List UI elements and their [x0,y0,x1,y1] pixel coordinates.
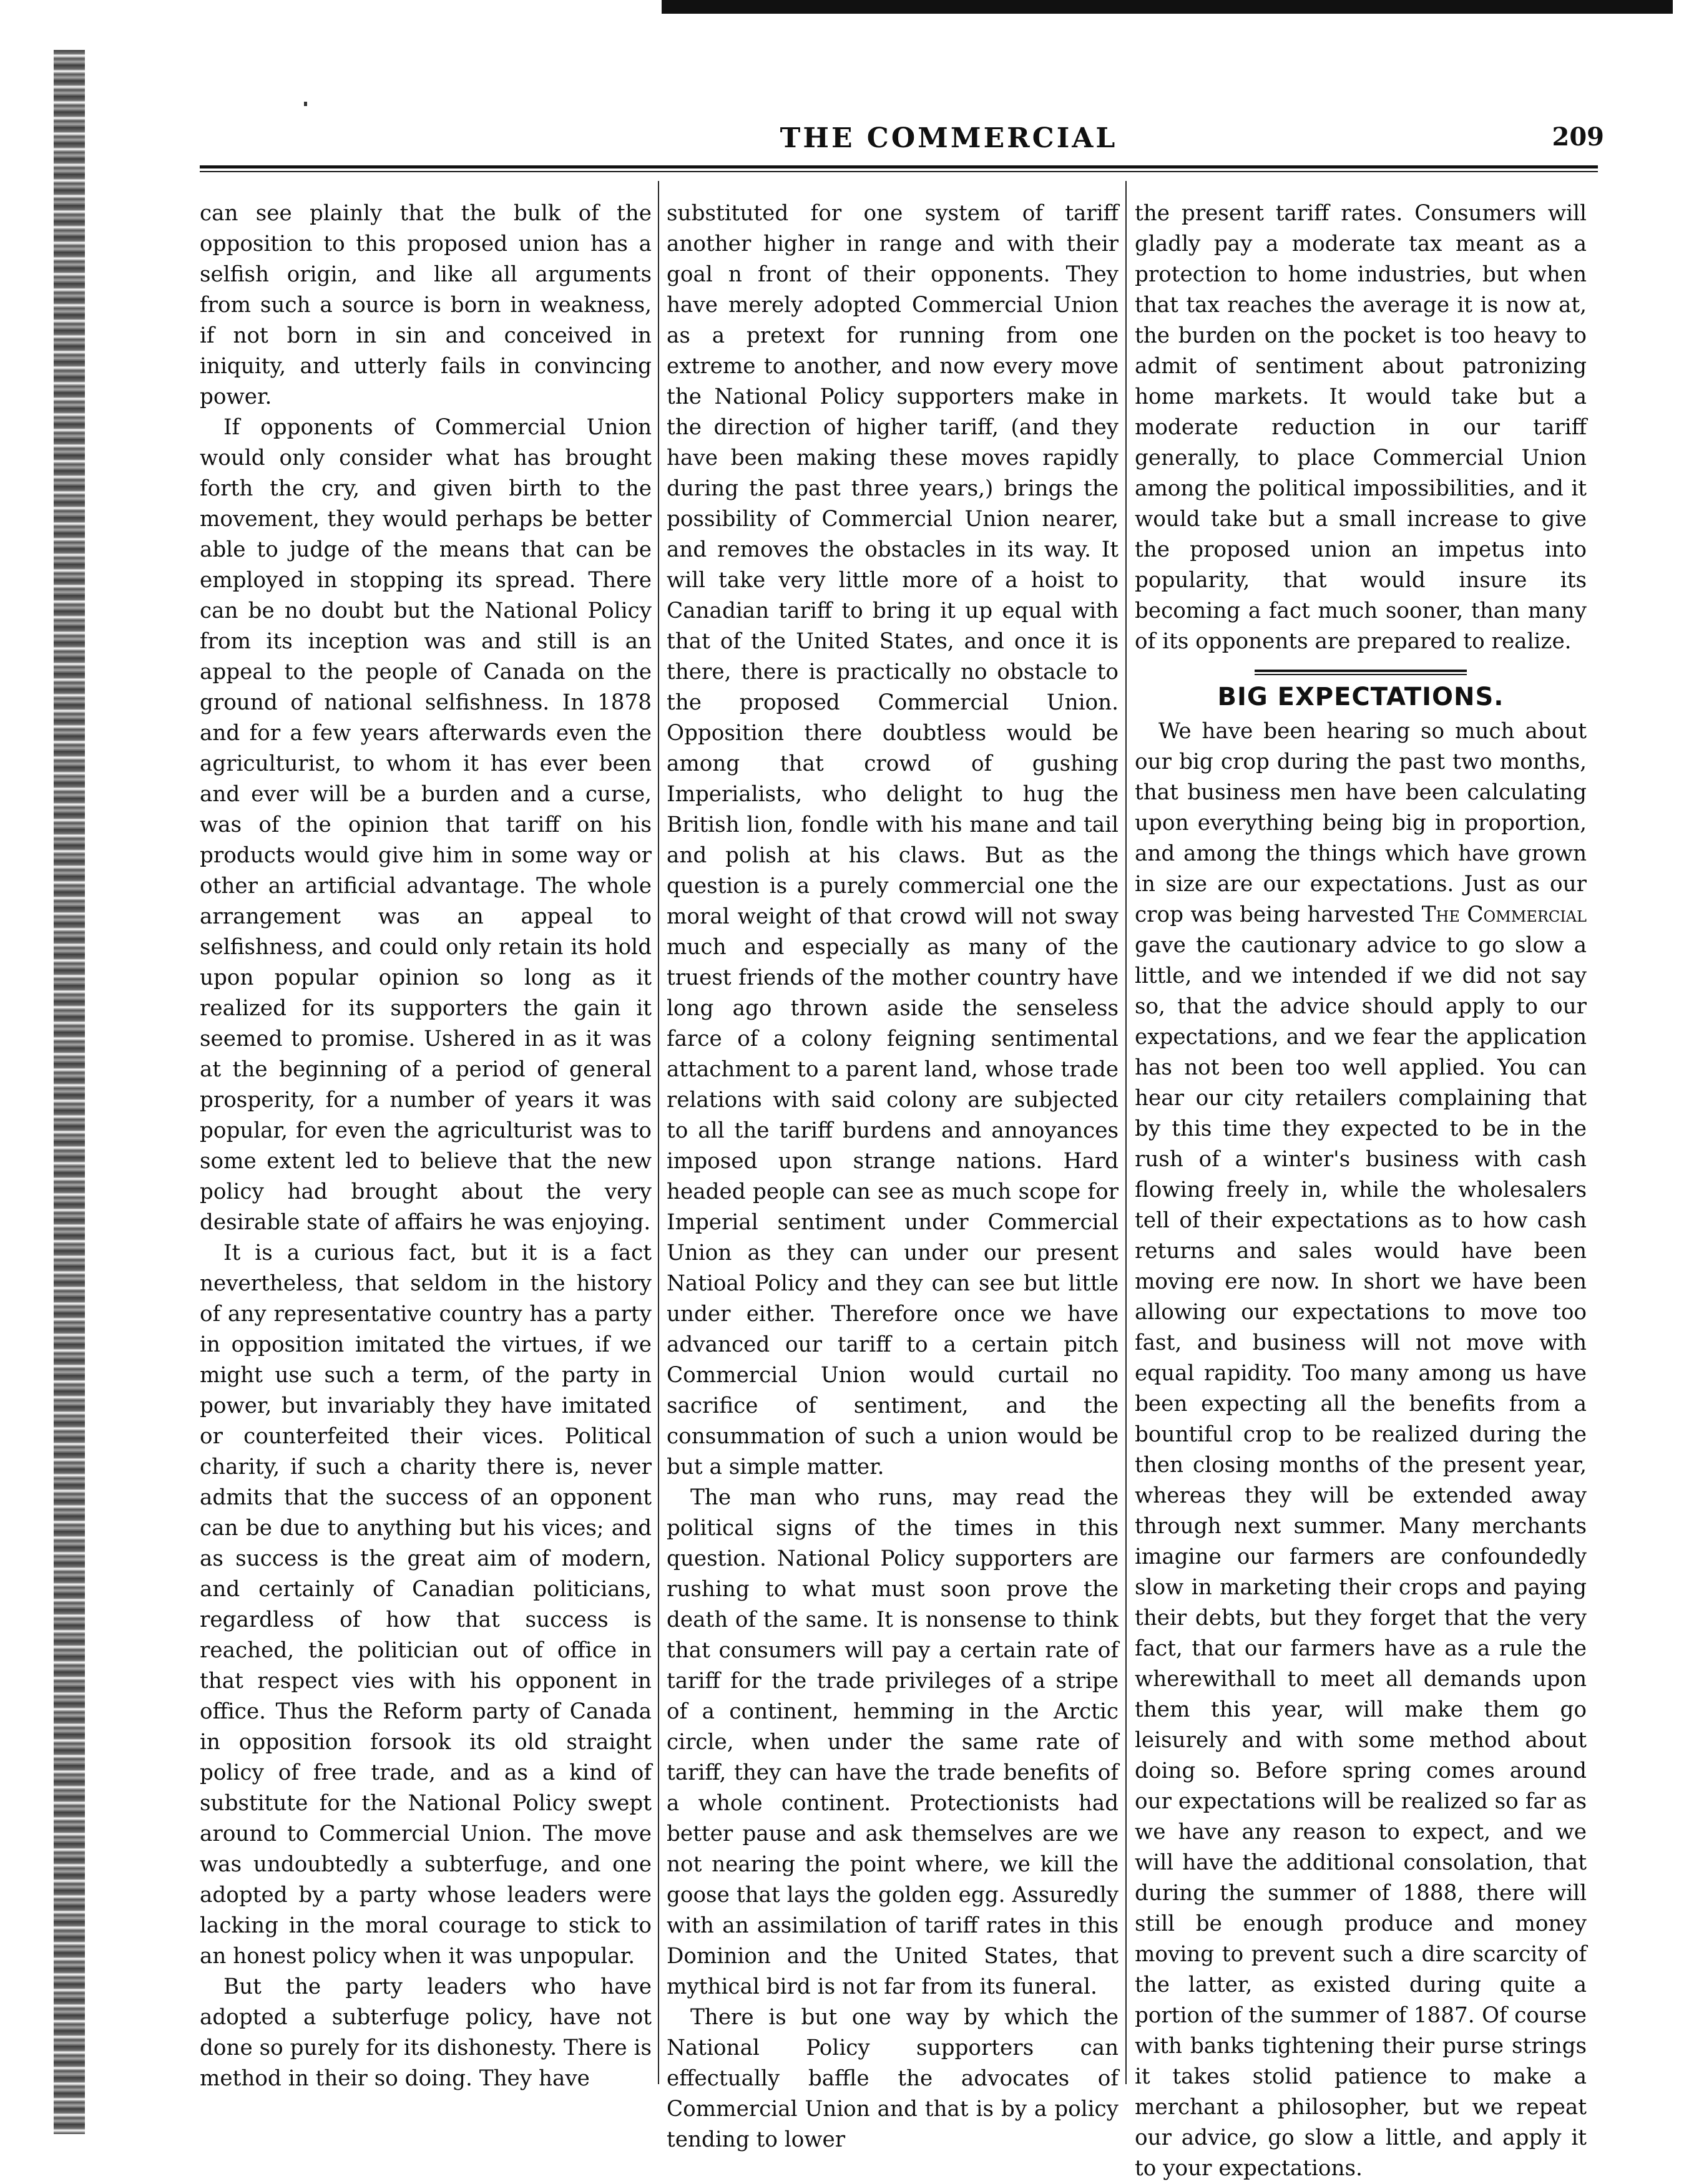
column-3 [1135,198,1587,2184]
page-header [200,122,1604,160]
paragraph: The man who runs, may read the political signs of the times in this question. National Policy supporters are rushing to what must soon prove the death of the same. It is nonsense to think that consumers will pay a certain rate of tariff for the trade privileges of a stripe of a continent, hemming in the Arctic circle, when under the same rate of tariff, they can have the trade benefits of a whole continent. Protectionists had better pause and ask themselves are we not nearing the point where, we kill the goose that lays the golden egg. Assuredly with an assimilation of tariff rates in this Dominion and the United States, that mythical bird is not far from its funeral. [667,1485,1119,1999]
binding-edge [54,50,85,2134]
publication-name: The Commercial [1421,902,1587,927]
column-divider-1 [658,181,659,2084]
paragraph: substituted for one system of tariff another higher in range and with their goal n front of their opponents. They have merely adopted Commercial Union as a pretext for running from one extreme to another, and now every move the National Policy supporters make in the direction of higher tariff, (and they have been making these moves rapidly during the past three years,) brings the possibility of Commercial Union nearer, and removes the obstacles in its way. It will take very little more of a hoist to Canadian tariff to bring it up equal with that of the United States, and once it is there, there is practically no obstacle to the proposed Commercial Union. Opposition there doubtless would be among that crowd of gushing Imperialists, who delight to hug the British lion, fondle with his mane and tail and polish at his claws. But as the question is a purely commercial one the moral weight of that crowd will not sway much and especially as many of the truest friends of the mother country have long ago thrown aside the senseless farce of a colony feigning sentimental attachment to a parent land, whose trade relations with said colony are subjected to all the tariff burdens and annoyances imposed upon strange nations. Hard headed people can see as much scope for Imperial sentiment under Commercial Union as they can under our present Natioal Policy and they can see but little under either. Therefore once we have advanced our tariff to a certain pitch Commercial Union would curtail no sacrifice of sentiment, and the consummation of such a union would be but a simple matter. [667,201,1119,1480]
paragraph: can see plainly that the bulk of the opposition to this proposed union has a selfish origin, and like all arguments from such a source is born in weakness, if not born in sin and conceived in iniquity, and utterly fails in convincing power. [200,201,652,409]
section-divider [1255,670,1467,675]
paragraph: It is a curious fact, but it is a fact nevertheless, that seldom in the history of any representative country has a party in opposition imitated the virtues, if we might use such a term, of the party in power, but invariably they have imitated or counterfeited their vices. Political charity, if such a charity there is, never admits that the success of an opponent can be due to anything but his vices; and as success is the great aim of modern, and certainly of Canadian politicians, regardless of how that success is reached, the politician out of office in that respect vies with his opponent in office. Thus the Reform party of Canada in opposition forsook its old straight policy of free trade, and as a kind of substitute for the National Policy swept around to Commercial Union. The move was undoubtedly a subterfuge, and one adopted by a party whose leaders were lacking in the moral courage to stick to an honest policy when it was unpopular. [200,1241,652,1969]
paragraph [1135,716,1587,2184]
paragraph-text: We have been hearing so much about our big crop during the past two months, that business men have been calculating upon everything being big in proportion, and among the things which have grown in size are our expectations. Just as our crop was being harvested [1135,719,1587,927]
print-speck [304,102,307,106]
header-rule-thick [200,165,1598,168]
publication-title: THE COMMERCIAL [780,122,1118,154]
paragraph: If opponents of Commercial Union would only consider what has brought forth the cry, and given birth to the movement, they would perhaps be better able to judge of the means that can be employed in stopping its spread. There can be no doubt but the National Policy from its inception was and still is an appeal to the people of Canada on the ground of national selfishness. In 1878 and for a few years afterwards even the agriculturist, to whom it has ever been and ever will be a burden and a curse, was of the opinion that tariff on his products would give him in some way or other an artificial advantage. The whole arrangement was an appeal to selfishness, and could only retain its hold upon popular opinion so long as it realized for its supporters the gain it seemed to promise. Ushered in as it was at the beginning of a period of general prosperity, for a number of years it was popular, for even the agriculturist was to some extent led to believe that the new policy had brought about the very desirable state of affairs he was enjoying. [200,415,652,1235]
column-divider-2 [1125,181,1127,2084]
paragraph-text: gave the cautionary advice to go slow a little, and we intended if we did not say so, that the advice should apply to our expectations, and we fear the application has not been too well applied. You can hear our city retailers complaining that by this time they expected to be in the rush of a winter's business with cash flowing freely in, while the wholesalers tell of their expectations as to how cash returns and sales would have been moving ere now. In short we have been allowing our expectations to move too fast, and business will not move with equal rapidity. Too many among us have been expecting all the benefits from a bountiful crop to be realized during the then closing months of the present year, whereas they will be extended away through next summer. Many merchants imagine our farmers are confoundedly slow in marketing their crops and paying their debts, but they forget that the very fact, that our farmers have as a rule the wherewithall to meet all demands upon them this year, will make them go leisurely and with some method about doing so. Before spring comes around our expectations will be realized so far as we have any reason to expect, and we will have the additional consolation, that during the summer of 1888, there will still be enough produce and money moving to prevent such a dire scarcity of the latter, as existed during quite a portion of the summer of 1887. Of course with banks tightening their purse strings it takes stolid patience to make a merchant a philosopher, but we repeat our advice, go slow a little, and apply it to your expectations. [1135,933,1587,2181]
page-number: 209 [1552,122,1604,152]
column-2 [667,198,1119,2155]
paragraph: There is but one way by which the National Policy supporters can effectually baffle the advocates of Commercial Union and that is by a policy tending to lower [667,2005,1119,2152]
paragraph: the present tariff rates. Consumers will gladly pay a moderate tax meant as a protection to home industries, but when that tax reaches the average it is now at, the burden on the pocket is too heavy to admit of sentiment about patronizing home markets. It would take but a moderate reduction in our tariff generally, to place Commercial Union among the political impossibilities, and it would take but a small increase to give the proposed union an impetus into popularity, that would insure its becoming a fact much sooner, than many of its opponents are prepared to realize. [1135,201,1587,654]
header-rule-thin [200,171,1598,172]
article-heading: BIG EXPECTATIONS. [1217,683,1504,711]
top-edge-rule [662,0,1673,14]
column-1 [200,198,652,2094]
paragraph: But the party leaders who have adopted a subterfuge policy, have not done so purely for its dishonesty. There is method in their so doing. They have [200,1974,652,2091]
